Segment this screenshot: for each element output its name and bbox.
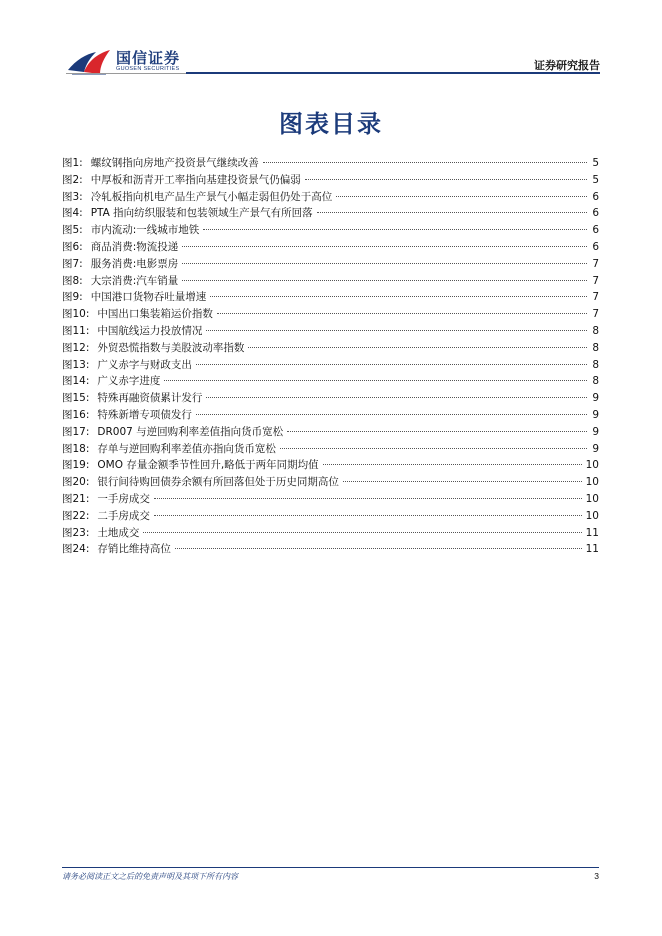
toc-entry-label: 图1: — [62, 157, 83, 169]
toc-entry-title[interactable]: 特殊新增专项债发行 — [97, 408, 192, 421]
toc-entry-label: 图6: — [62, 240, 83, 253]
toc-entry-title[interactable]: 冷轧板指向机电产品生产景气小幅走弱但仍处于高位 — [90, 190, 333, 203]
toc-entry-label: 图15: — [62, 392, 90, 405]
toc-entry-page: 6 — [592, 207, 599, 220]
toc-dot-leader — [217, 313, 587, 314]
toc-entry-title[interactable]: 广义赤字与财政支出 — [97, 358, 192, 371]
toc-entry-label: 图19: — [62, 459, 90, 472]
toc-entry[interactable] — [62, 222, 599, 239]
toc-entry-title[interactable]: 螺纹钢指向房地产投资景气继续改善 — [90, 157, 259, 169]
toc-dot-leader — [305, 179, 587, 180]
toc-entry[interactable] — [62, 205, 599, 222]
toc-entry-page: 6 — [592, 240, 599, 253]
toc-entry[interactable] — [62, 407, 599, 424]
toc-entry-title[interactable]: 服务消费:电影票房 — [90, 257, 179, 270]
toc-entry-page: 9 — [592, 425, 599, 438]
toc-entry-page: 5 — [592, 157, 599, 169]
toc-entry-label: 图9: — [62, 291, 83, 304]
toc-entry-title[interactable]: 广义赤字进度 — [97, 375, 161, 388]
toc-entry-title[interactable]: 存单与逆回购利率差值亦指向货币宽松 — [97, 442, 276, 455]
toc-entry[interactable] — [62, 424, 599, 441]
toc-entry[interactable] — [62, 273, 599, 290]
toc-dot-leader — [280, 448, 587, 449]
toc-entry-label: 图11: — [62, 324, 90, 337]
toc-entry-title[interactable]: 二手房成交 — [97, 509, 150, 522]
toc-dot-leader — [203, 229, 587, 230]
toc-entry-page: 6 — [592, 190, 599, 203]
toc-entry-page: 7 — [592, 257, 599, 270]
header-divider-blue — [186, 72, 600, 74]
toc-entry[interactable] — [62, 357, 599, 374]
toc-dot-leader — [206, 330, 587, 331]
toc-entry[interactable] — [62, 323, 599, 340]
toc-dot-leader — [196, 414, 587, 415]
toc-entry[interactable] — [62, 508, 599, 525]
toc-dot-leader — [287, 431, 587, 432]
toc-entry[interactable] — [62, 491, 599, 508]
toc-entry[interactable] — [62, 172, 599, 189]
toc-entry-title[interactable]: 土地成交 — [97, 526, 140, 539]
toc-entry-label: 图20: — [62, 476, 90, 489]
toc-entry-label: 图7: — [62, 257, 83, 270]
toc-entry-page: 8 — [592, 375, 599, 388]
toc-entry-label: 图16: — [62, 408, 90, 421]
toc-entry-page: 10 — [585, 459, 599, 472]
toc-dot-leader — [182, 263, 587, 264]
toc-entry-title[interactable]: DR007 与逆回购利率差值指向货币宽松 — [97, 425, 284, 438]
toc-entry-label: 图12: — [62, 341, 90, 354]
toc-entry-label: 图18: — [62, 442, 90, 455]
toc-entry-label: 图5: — [62, 224, 83, 237]
toc-entry[interactable] — [62, 340, 599, 357]
toc-entry-title[interactable]: 市内流动:一线城市地铁 — [90, 224, 200, 237]
toc-entry-title[interactable]: 存销比维持高位 — [97, 543, 171, 556]
toc-entry-page: 7 — [592, 291, 599, 304]
toc-entry-page: 9 — [592, 408, 599, 421]
header-divider-gray — [66, 73, 186, 74]
toc-entry-label: 图2: — [62, 173, 83, 186]
toc-dot-leader — [210, 296, 587, 297]
toc-dot-leader — [336, 196, 587, 197]
toc-entry[interactable] — [62, 373, 599, 390]
toc-dot-leader — [248, 347, 587, 348]
page-title: 图表目录 — [279, 110, 383, 138]
toc-dot-leader — [164, 380, 587, 381]
toc-entry-title[interactable]: 外贸恐慌指数与美股波动率指数 — [97, 341, 245, 354]
toc-dot-leader — [175, 548, 582, 549]
toc-entry[interactable] — [62, 525, 599, 542]
toc-dot-leader — [317, 212, 587, 213]
toc-entry-page: 5 — [592, 173, 599, 186]
toc-entry-title[interactable]: PTA 指向纺织服装和包装领域生产景气有所回落 — [90, 207, 313, 220]
figure-toc-list — [62, 155, 599, 558]
toc-entry-page: 8 — [592, 341, 599, 354]
toc-entry[interactable] — [62, 390, 599, 407]
toc-entry-page: 9 — [592, 442, 599, 455]
toc-entry-title[interactable]: 中厚板和沥青开工率指向基建投资景气仍偏弱 — [90, 173, 301, 186]
toc-entry-label: 图3: — [62, 190, 83, 203]
toc-entry[interactable] — [62, 289, 599, 306]
toc-entry-title[interactable]: 中国出口集装箱运价指数 — [97, 308, 213, 321]
toc-entry-label: 图17: — [62, 425, 90, 438]
toc-dot-leader — [182, 280, 587, 281]
toc-dot-leader — [263, 162, 587, 163]
toc-entry[interactable] — [62, 155, 599, 172]
footer-divider — [62, 867, 599, 868]
toc-entry-page: 10 — [585, 476, 599, 489]
toc-entry[interactable] — [62, 541, 599, 558]
toc-entry-title[interactable]: 特殊再融资债累计发行 — [97, 392, 203, 405]
toc-entry-label: 图21: — [62, 492, 90, 505]
toc-dot-leader — [182, 246, 587, 247]
toc-entry-title[interactable]: 中国航线运力投放情况 — [97, 324, 203, 337]
toc-entry[interactable] — [62, 189, 599, 206]
toc-entry-page: 8 — [592, 324, 599, 337]
toc-entry-title[interactable]: 一手房成交 — [97, 492, 150, 505]
logo-chinese-name: 国信证券 — [116, 49, 181, 67]
toc-entry-title[interactable]: 银行间待购回债券余额有所回落但处于历史同期高位 — [97, 476, 339, 489]
toc-entry[interactable] — [62, 306, 599, 323]
logo-english-name: GUOSEN SECURITIES — [116, 66, 180, 72]
toc-entry[interactable] — [62, 239, 599, 256]
page-header — [0, 0, 662, 80]
toc-dot-leader — [206, 397, 587, 398]
toc-entry-label: 图14: — [62, 375, 90, 388]
toc-dot-leader — [323, 464, 582, 465]
toc-entry[interactable] — [62, 474, 599, 491]
toc-entry-page: 7 — [592, 308, 599, 321]
toc-dot-leader — [143, 532, 581, 533]
toc-entry-title[interactable]: OMO 存量金额季节性回升,略低于两年同期均值 — [97, 459, 319, 472]
toc-entry-title[interactable]: 中国港口货物吞吐量增速 — [90, 291, 207, 304]
guosen-logo-icon — [66, 46, 112, 76]
toc-entry-page: 8 — [592, 358, 599, 371]
toc-entry-page: 11 — [585, 526, 599, 539]
toc-entry-page: 10 — [585, 509, 599, 522]
toc-entry-page: 11 — [585, 543, 599, 556]
report-type-label: 证券研究报告 — [534, 59, 600, 72]
toc-entry-label: 图8: — [62, 274, 83, 287]
toc-dot-leader — [343, 481, 582, 482]
page-number: 3 — [594, 871, 599, 881]
toc-entry-label: 图23: — [62, 526, 90, 539]
toc-entry-page: 7 — [592, 274, 599, 287]
toc-entry-page: 6 — [592, 224, 599, 237]
toc-entry-label: 图13: — [62, 358, 90, 371]
disclaimer-note: 请务必阅读正文之后的免责声明及其项下所有内容 — [62, 872, 238, 881]
toc-entry[interactable] — [62, 457, 599, 474]
toc-entry-title[interactable]: 大宗消费:汽车销量 — [90, 274, 179, 287]
toc-entry[interactable] — [62, 256, 599, 273]
toc-entry-label: 图4: — [62, 207, 83, 220]
toc-entry-label: 图24: — [62, 543, 90, 556]
toc-dot-leader — [154, 498, 582, 499]
toc-entry-label: 图10: — [62, 308, 90, 321]
toc-dot-leader — [154, 515, 582, 516]
toc-entry-page: 9 — [592, 392, 599, 405]
toc-entry-page: 10 — [585, 492, 599, 505]
toc-entry[interactable] — [62, 441, 599, 458]
toc-entry-label: 图22: — [62, 509, 90, 522]
toc-entry-title[interactable]: 商品消费:物流投递 — [90, 240, 179, 253]
toc-dot-leader — [196, 364, 587, 365]
